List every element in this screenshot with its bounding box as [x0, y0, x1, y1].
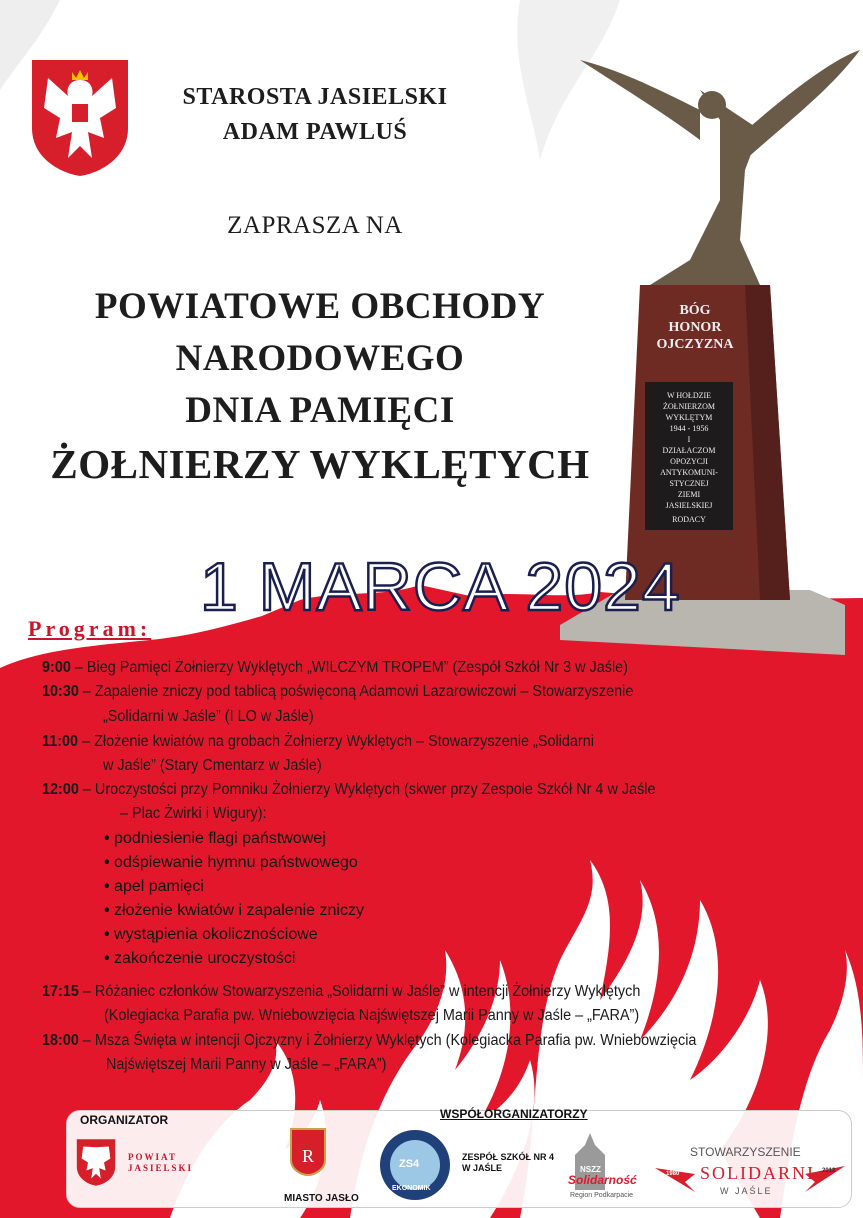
title-line-4: ŻOŁNIERZY WYKLĘTYCH — [50, 441, 590, 487]
plaque-line: JASIELSKIEJ — [665, 501, 713, 510]
powiat-name-line: JASIELSKI — [128, 1163, 194, 1173]
program-item — [42, 983, 640, 1001]
item-text-cont: Najświętszej Marii Panny w Jaśle – „FARA”) — [106, 1056, 387, 1073]
plaque-line: I — [687, 435, 691, 444]
title-line-2: NARODOWEGO — [175, 338, 465, 379]
eagle-statue — [580, 50, 860, 285]
bullet-item: • odśpiewanie hymnu państwowego — [104, 854, 358, 872]
association-year-start: 1980 — [666, 1171, 680, 1177]
item-text: – Bieg Pamięci Żołnierzy Wyklętych „WILCZYM TROPEM” (Zespół Szkół Nr 3 w Jaśle) — [74, 659, 628, 676]
school-name — [462, 1152, 554, 1174]
item-time: 12:00 — [42, 781, 79, 798]
school-ring-text: EKONOMIK — [392, 1185, 431, 1192]
association-label: STOWARZYSZENIE — [690, 1145, 801, 1159]
item-time: 17:15 — [42, 983, 79, 1000]
item-time: 9:00 — [42, 659, 71, 676]
monument-motto — [640, 302, 750, 353]
plaque-line: ZIEMI — [677, 490, 701, 499]
association-name: SOLIDARNI — [700, 1163, 815, 1183]
plaque-line: STYCZNEJ — [669, 479, 709, 488]
header-line-1: STAROSTA JASIELSKI — [182, 84, 448, 110]
title-line-3: DNIA PAMIĘCI — [185, 390, 455, 431]
jaslo-coat-of-arms — [290, 1128, 326, 1176]
invite-text: ZAPRASZA NA — [227, 212, 403, 239]
school-name-line: W JAŚLE — [462, 1163, 503, 1173]
union-name: Solidarność — [568, 1173, 637, 1187]
motto-line: HONOR — [668, 320, 722, 335]
motto-line: OJCZYZNA — [656, 337, 734, 352]
item-text: – Złożenie kwiatów na grobach Żołnierzy Wyklętych – Stowarzyszenie „Solidarni — [82, 733, 594, 750]
program-item — [42, 1032, 696, 1050]
plaque-line: RODACY — [672, 515, 706, 524]
organizer-label: ORGANIZATOR — [80, 1113, 169, 1127]
item-text: – Zapalenie zniczy pod tablicą poświęconą Adamowi Lazarowiczowi – Stowarzyszenie — [82, 683, 634, 700]
powiat-logo — [76, 1135, 116, 1190]
item-text: – Msza Święta w intencji Ojczyzny i Żołnierzy Wyklętych (Kolegiacka Parafia pw. Wniebowzięcia — [82, 1032, 697, 1049]
item-text-cont: w Jaśle” (Stary Cmentarz w Jaśle) — [103, 757, 322, 774]
event-date: 1 MARCA 2024 — [200, 549, 681, 625]
school-badge: ZS4 — [399, 1158, 420, 1170]
plaque-line: WYKLĘTYM — [665, 413, 713, 422]
program-heading: Program: — [28, 616, 152, 641]
powiat-name-line: POWIAT — [128, 1152, 177, 1162]
item-text-cont: „Solidarni w Jaśle” (I LO w Jaśle) — [103, 708, 314, 725]
union-region: Region Podkarpacie — [570, 1192, 634, 1199]
bullet-item: • wystąpienia okolicznościowe — [104, 926, 318, 944]
plaque-line: OPOZYCJI — [670, 457, 708, 466]
coorganizers-label: WSPÓŁORGANIZATORZY — [440, 1107, 588, 1121]
plaque-text — [645, 390, 733, 525]
bullet-item: • zakończenie uroczystości — [104, 950, 295, 968]
union-label: NSZZ — [580, 1165, 601, 1174]
powiat-coat-of-arms — [30, 58, 130, 178]
svg-text:R: R — [301, 1146, 315, 1166]
item-time: 18:00 — [42, 1032, 79, 1049]
association-city: W JAŚLE — [720, 1186, 773, 1196]
program-item — [42, 733, 594, 751]
association-year-end: 2012 — [822, 1168, 836, 1174]
powiat-name — [128, 1152, 193, 1174]
item-time: 10:30 — [42, 683, 79, 700]
grey-brush-stroke — [517, 0, 620, 160]
bullet-item: • złożenie kwiatów i zapalenie zniczy — [104, 902, 364, 920]
plaque-line: ŻOŁNIERZOM — [663, 402, 715, 411]
item-text-cont: – Plac Żwirki i Wigury): — [120, 805, 267, 822]
plaque-line: DZIAŁACZOM — [662, 446, 716, 455]
city-label: MIASTO JASŁO — [284, 1193, 359, 1204]
plaque-line: 1944 - 1956 — [669, 424, 709, 433]
item-text-cont: (Kolegiacka Parafia pw. Wniebowzięcia Najświętszej Marii Panny w Jaśle – „FARA”) — [104, 1007, 640, 1024]
title-line-1: POWIATOWE OBCHODY — [94, 286, 546, 327]
school-name-line: ZESPÓŁ SZKÓŁ NR 4 — [462, 1152, 555, 1162]
item-text: – Uroczystości przy Pomniku Żołnierzy Wyklętych (skwer przy Zespole Szkół Nr 4 w Jaśle — [82, 781, 656, 798]
program-item — [42, 781, 656, 799]
motto-line: BÓG — [679, 303, 711, 318]
plaque-line: ANTYKOMUNI- — [660, 468, 718, 477]
bullet-item: • podniesienie flagi państwowej — [104, 830, 326, 848]
header-line-2: ADAM PAWLUŚ — [222, 119, 408, 145]
program-item — [42, 683, 633, 701]
item-text: – Różaniec członków Stowarzyszenia „Solidarni w Jaśle” w intencji Żołnierzy Wyklętych — [82, 983, 641, 1000]
item-time: 11:00 — [42, 733, 79, 750]
plaque-line: W HOŁDZIE — [666, 391, 712, 400]
program-item — [42, 659, 628, 677]
bullet-item: • apel pamięci — [104, 878, 204, 896]
